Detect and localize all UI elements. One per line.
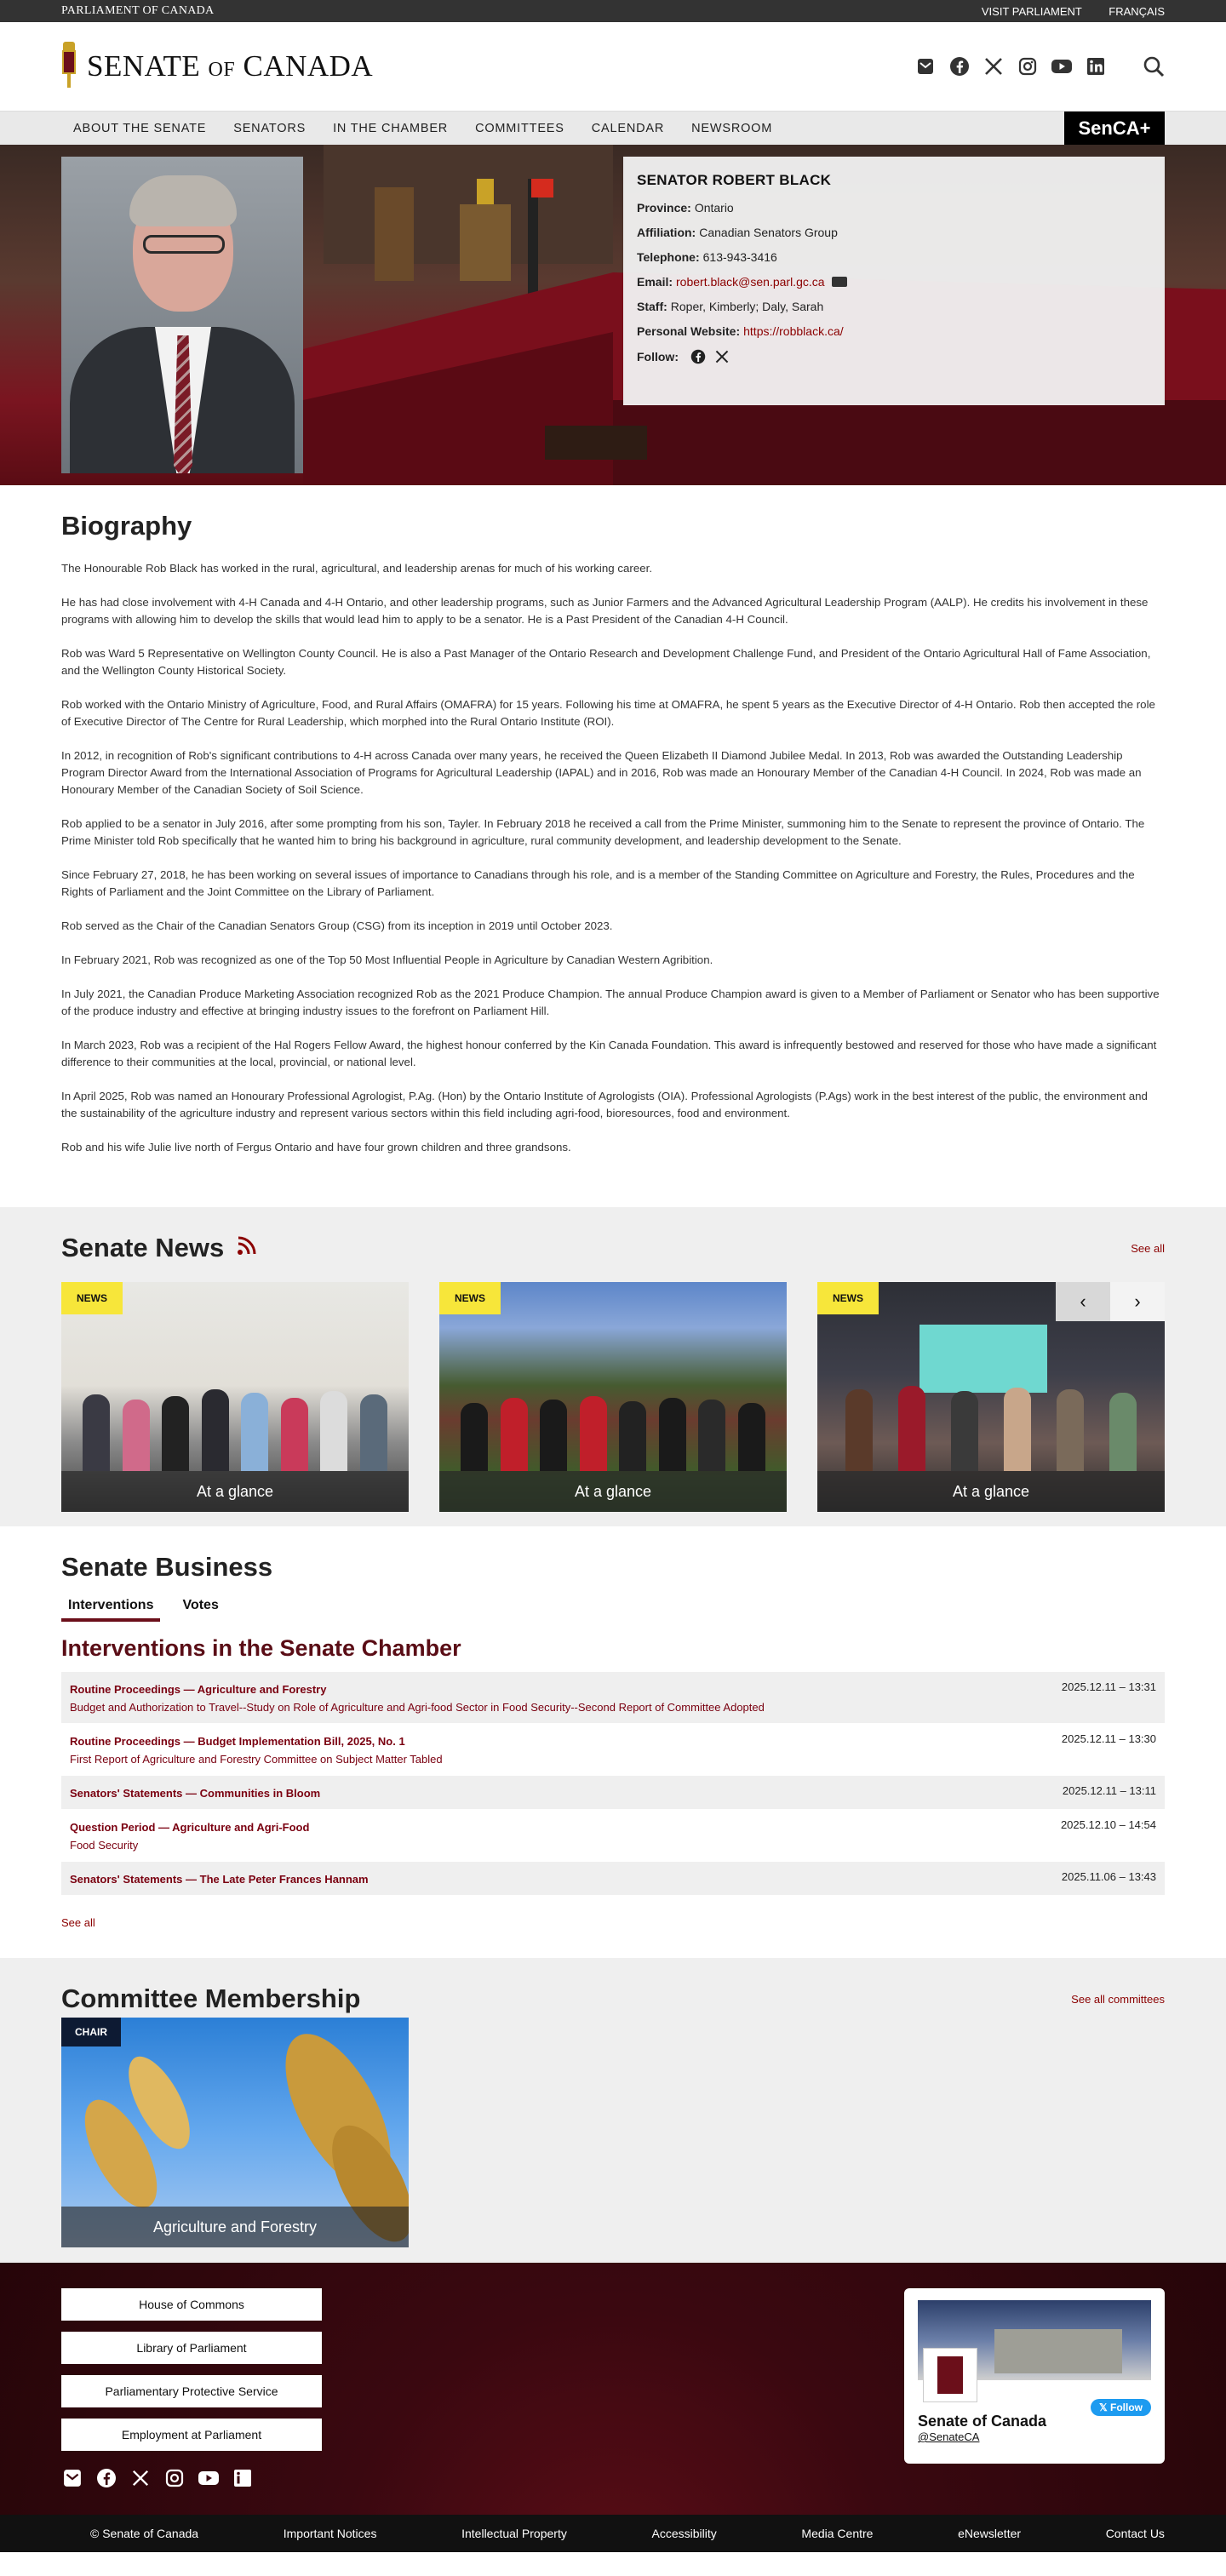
bio-paragraph: In 2012, in recognition of Rob's significant contributions to 4-H across Canada over many years, he received the Queen Elizabeth II Diamond Jubilee Medal. In 2013, Rob was awarded the Outstanding Leadership Program Director Award from the International Association of Programs for Agricultural Leadership (IAPAL) and in 2016, Rob was made an Honourary Member of the Canadian 4-H Council. In 2024, Rob was made an Honourary Member of the Canadian Society of Soil Science. [61,749,1142,796]
copyright-text: © Senate of Canada [90,2527,199,2540]
carousel-prev-button[interactable]: ‹ [1056,1282,1110,1321]
parliament-title[interactable]: PARLIAMENT OF CANADA [61,4,215,17]
instagram-icon[interactable] [163,2467,186,2489]
facebook-icon[interactable] [948,55,971,77]
nav-calendar[interactable]: CALENDAR [591,121,665,135]
visit-parliament-link[interactable]: VISIT PARLIAMENT [981,4,1082,18]
linkedin-icon[interactable] [232,2467,254,2489]
nav-newsroom[interactable]: NEWSROOM [691,121,773,135]
instagram-icon[interactable] [1017,55,1039,77]
x-twitter-icon[interactable] [983,55,1005,77]
intervention-title-link[interactable]: Senators' Statements — The Late Peter Frances Hannam [70,1873,369,1886]
nav-chamber[interactable]: IN THE CHAMBER [333,121,449,135]
see-all-committees-link[interactable]: See all committees [1071,1992,1165,2006]
senate-logo[interactable] [61,42,373,91]
news-see-all-link[interactable]: See all [1131,1241,1165,1255]
bio-paragraph: In February 2021, Rob was recognized as one of the Top 50 Most Influential People in Agriculture by Canadian Western Agribition. [61,953,713,966]
main-nav [0,111,1226,145]
news-tag: NEWS [817,1282,879,1314]
bio-paragraph: Rob was Ward 5 Representative on Wellington County Council. He is also a Past Manager of the Ontario Research and Development Challenge Fund, and President of the Ontario Agricultural Hall of Fame Association, and the Wellington County Historical Society. [61,647,1151,677]
footer-important-notices[interactable]: Important Notices [283,2527,377,2540]
footer-intellectual-property[interactable]: Intellectual Property [461,2527,567,2540]
intervention-title-link[interactable]: Question Period — Agriculture and Agri-Food [70,1821,310,1834]
twitter-banner [918,2300,1151,2380]
biography-section [0,485,1226,1207]
news-heading: Senate News [61,1233,258,1263]
news-caption: At a glance [817,1471,1165,1512]
intervention-date: 2025.12.10 – 14:54 [1060,1818,1156,1831]
intervention-row [61,1810,1165,1862]
senator-hero [0,145,1226,485]
language-toggle-link[interactable]: FRANÇAIS [1109,4,1165,18]
business-heading: Senate Business [61,1552,273,1582]
intervention-row [61,1862,1165,1896]
news-caption: At a glance [61,1471,409,1512]
twitter-widget [904,2288,1165,2464]
bio-paragraph: Rob and his wife Julie live north of Fergus Ontario and have four grown children and three grandsons. [61,1141,571,1153]
twitter-name[interactable]: Senate of Canada [918,2413,1047,2430]
top-bar [0,0,1226,22]
biography-title: Biography [61,511,192,541]
committee-membership-section [0,1958,1226,2263]
mace-icon [61,42,77,91]
news-caption: At a glance [439,1471,787,1512]
footer-bottom-bar [0,2515,1226,2552]
bio-paragraph: Rob worked with the Ontario Ministry of Agriculture, Food, and Rural Affairs (OMAFRA) for 15 years. Following his time at OMAFRA, he spent 5 years as the Executive Director of 4-H Ontario. Rob then accepted the role of Executive Director of The Centre for Rural Leadership, which morphed into the Rural Ontario Institute (ROI). [61,698,1155,728]
news-card[interactable] [61,1282,409,1512]
intervention-sub-link[interactable]: First Report of Agriculture and Forestry Committee on Subject Matter Tabled [70,1753,443,1766]
twitter-avatar[interactable] [923,2348,977,2402]
interventions-heading: Interventions in the Senate Chamber [61,1635,461,1661]
intervention-date: 2025.12.11 – 13:30 [1061,1732,1156,1745]
affiliation-row: Affiliation: Canadian Senators Group [637,226,838,239]
senca-button[interactable]: SenCA+ [1064,112,1165,146]
intervention-sub-link[interactable]: Budget and Authorization to Travel--Study on Role of Agriculture and Agri-food Sector in Food Security--Second Report of Committee Adopted [70,1701,765,1714]
rss-icon[interactable] [236,1233,258,1263]
bio-paragraph: Rob served as the Chair of the Canadian Senators Group (CSG) from its inception in 2019 until October 2023. [61,919,613,932]
senator-portrait [61,157,303,473]
footer-media-centre[interactable]: Media Centre [801,2527,874,2540]
email-link[interactable]: robert.black@sen.parl.gc.ca [676,275,825,289]
chair-tag: CHAIR [61,2018,121,2046]
search-icon[interactable] [1143,55,1165,77]
bio-paragraph: In March 2023, Rob was a recipient of the Hal Rogers Fellow Award, the highest honour conferred by the Kin Canada Foundation. This award is infrequently bestowed and reserved for those who have made a significant difference to their communities at the local, provincial, or national level. [61,1039,1157,1068]
footer-enewsletter[interactable]: eNewsletter [958,2527,1022,2540]
linkedin-icon[interactable] [1085,55,1107,77]
website-link[interactable]: https://robblack.ca/ [743,324,844,338]
x-twitter-icon[interactable] [129,2467,152,2489]
youtube-icon[interactable] [1051,55,1073,77]
intervention-date: 2025.12.11 – 13:31 [1061,1680,1156,1693]
tab-interventions[interactable]: Interventions [61,1598,160,1622]
follow-row: Follow: [637,349,1151,364]
senate-news-section [0,1207,1226,1526]
intervention-title-link[interactable]: Senators' Statements — Communities in Bloom [70,1787,321,1800]
youtube-icon[interactable] [198,2467,220,2489]
intervention-title-link[interactable]: Routine Proceedings — Agriculture and Forestry [70,1683,327,1696]
carousel-next-button[interactable]: › [1110,1282,1165,1321]
bio-paragraph: The Honourable Rob Black has worked in the rural, agricultural, and leadership arenas for much of his working career. [61,562,653,575]
footer-link-library[interactable]: Library of Parliament [61,2332,322,2364]
facebook-icon[interactable] [690,349,706,364]
footer-accessibility[interactable]: Accessibility [651,2527,717,2540]
bio-paragraph: In April 2025, Rob was named an Honourary Professional Agrologist, P.Ag. (Hon) by the Ontario Institute of Agrologists (OIA). Professional Agrologists (P.Ags) work in the best interest of the public, the environment and the sustainability of the agriculture industry and represent various sectors within this field including agri-food, bioresources, food and environment. [61,1090,1148,1119]
province-row: Province: Ontario [637,201,734,215]
contact-card-icon[interactable] [832,277,847,287]
bio-paragraph: He has had close involvement with 4-H Canada and 4-H Ontario, and other leadership programs, such as Junior Farmers and the Advanced Agricultural Leadership Program (AALP). He credits his involvement in these programs with allowing him to develop the skills that would lead him to apply to be a senator. He is a Past President of the Canadian 4-H Council. [61,596,1149,626]
footer-link-protective-service[interactable]: Parliamentary Protective Service [61,2375,322,2407]
bio-paragraph: In July 2021, the Canadian Produce Marketing Association recognized Rob as the 2021 Produce Champion. The annual Produce Champion award is given to a Member of Parliament or Senator who has been supportive of the produce industry and effective at bringing industry issues to the forefront on Parliament Hill. [61,987,1160,1017]
intervention-date: 2025.11.06 – 13:43 [1061,1870,1156,1883]
footer-contact-us[interactable]: Contact Us [1105,2527,1165,2540]
intervention-row [61,1776,1165,1810]
email-icon[interactable] [914,55,937,77]
senate-business-section [0,1526,1226,1958]
nav-about[interactable]: ABOUT THE SENATE [73,121,207,135]
nav-committees[interactable]: COMMITTEES [475,121,564,135]
logo-wordmark: SENATE OF CANADA [87,49,374,83]
senator-info-card [623,157,1165,405]
facebook-icon[interactable] [95,2467,117,2489]
twitter-handle[interactable]: @SenateCA [918,2430,980,2443]
footer-link-employment[interactable]: Employment at Parliament [61,2419,322,2451]
intervention-date: 2025.12.11 – 13:11 [1062,1784,1156,1797]
staff-row: Staff: Roper, Kimberly; Daly, Sarah [637,300,824,313]
footer-link-house-of-commons[interactable]: House of Commons [61,2288,322,2321]
tab-votes[interactable]: Votes [182,1598,219,1612]
email-icon[interactable] [61,2467,83,2489]
intervention-row [61,1672,1165,1724]
intervention-sub-link[interactable]: Food Security [70,1839,139,1852]
committee-heading: Committee Membership [61,1984,361,2013]
senator-name: SENATOR ROBERT BLACK [637,172,832,188]
telephone-row: Telephone: 613-943-3416 [637,250,777,264]
news-card[interactable] [439,1282,787,1512]
nav-senators[interactable]: SENATORS [233,121,306,135]
bio-paragraph: Since February 27, 2018, he has been working on several issues of importance to Canadians through his role, and is a member of the Standing Committee on Agriculture and Forestry, the Rules, Procedures and the Rights of Parliament and the Joint Committee on the Library of Parliament. [61,868,1135,898]
twitter-follow-button[interactable]: 𝕏 Follow [1091,2399,1151,2416]
news-tag: NEWS [61,1282,123,1314]
intervention-title-link[interactable]: Routine Proceedings — Budget Implementation Bill, 2025, No. 1 [70,1735,405,1748]
intervention-row [61,1724,1165,1776]
bio-paragraph: Rob applied to be a senator in July 2016, after some prompting from his son, Tayler. In February 2018 he received a call from the Prime Minister, summoning him to the Senate to represent the province of Ontario. The Prime Minister told Rob specifically that he wanted him to bring his background in agriculture, rural community development, and leadership development to the Senate. [61,817,1145,847]
email-row: Email: robert.black@sen.parl.gc.ca [637,275,1151,289]
website-row: Personal Website: https://robblack.ca/ [637,324,844,338]
committee-caption: Agriculture and Forestry [61,2207,409,2247]
site-header [0,22,1226,111]
interventions-see-all-link[interactable]: See all [61,1916,95,1929]
news-tag: NEWS [439,1282,501,1314]
site-footer [0,2263,1226,2552]
x-twitter-icon[interactable] [714,349,730,364]
committee-card[interactable] [61,2018,409,2247]
